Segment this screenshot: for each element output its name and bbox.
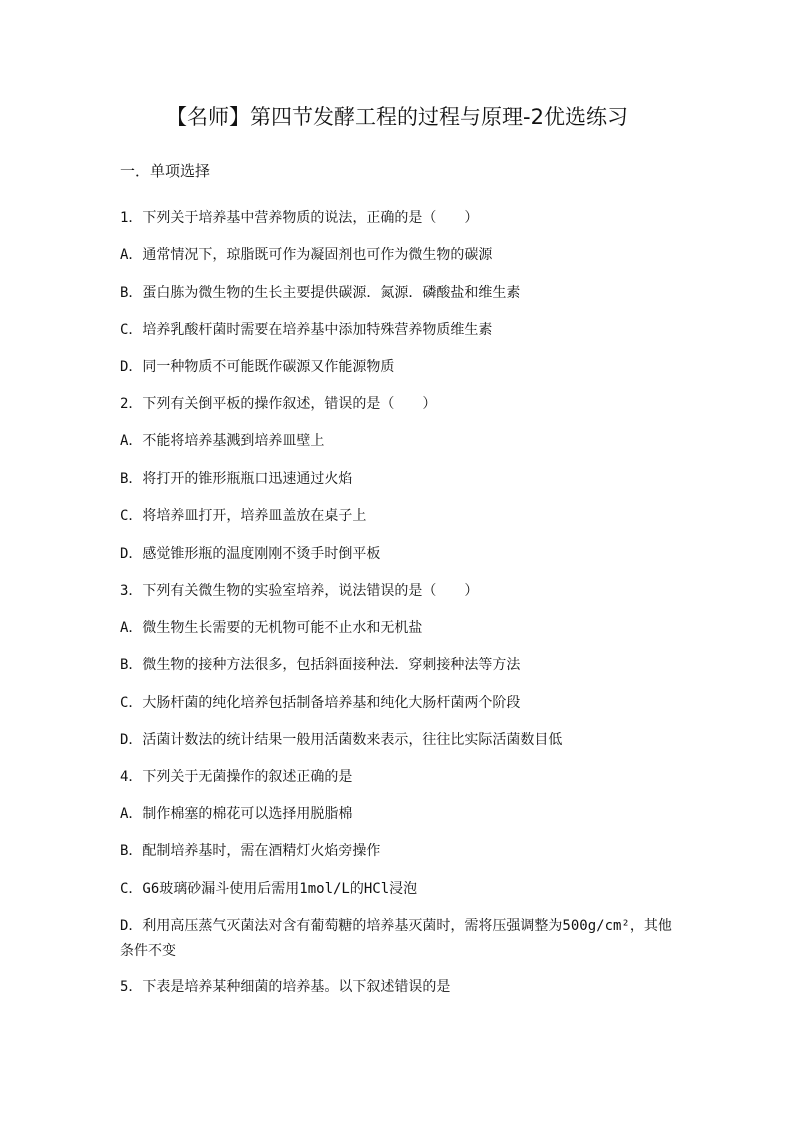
question-3-option-a: A．微生物生长需要的无机物可能不止水和无机盐 bbox=[120, 620, 423, 636]
question-2-option-d: D．感觉锥形瓶的温度刚刚不烫手时倒平板 bbox=[120, 546, 381, 562]
question-1-option-a: A．通常情况下，琼脂既可作为凝固剂也可作为微生物的碳源 bbox=[120, 247, 493, 263]
question-1-option-d: D．同一种物质不可能既作碳源又作能源物质 bbox=[120, 359, 395, 375]
question-4-option-a: A．制作棉塞的棉花可以选择用脱脂棉 bbox=[120, 806, 353, 822]
question-4-option-b: B．配制培养基时，需在酒精灯火焰旁操作 bbox=[120, 843, 381, 859]
question-1-option-b: B．蛋白胨为微生物的生长主要提供碳源．氮源．磷酸盐和维生素 bbox=[120, 285, 521, 301]
question-2-option-b: B．将打开的锥形瓶瓶口迅速通过火焰 bbox=[120, 471, 353, 487]
question-2-stem: 2．下列有关倒平板的操作叙述，错误的是（ ） bbox=[120, 396, 437, 412]
question-2-option-c: C．将培养皿打开，培养皿盖放在桌子上 bbox=[120, 508, 367, 524]
question-3-stem: 3．下列有关微生物的实验室培养，说法错误的是（ ） bbox=[120, 583, 479, 599]
question-1-stem: 1．下列关于培养基中营养物质的说法，正确的是（ ） bbox=[120, 210, 479, 226]
question-3-option-c: C．大肠杆菌的纯化培养包括制备培养基和纯化大肠杆菌两个阶段 bbox=[120, 695, 521, 711]
question-3-option-b: B．微生物的接种方法很多，包括斜面接种法．穿刺接种法等方法 bbox=[120, 657, 521, 673]
question-4-stem: 4．下列关于无菌操作的叙述正确的是 bbox=[120, 769, 353, 785]
question-4-option-c: C．G6玻璃砂漏斗使用后需用1mol/L的HCl浸泡 bbox=[120, 881, 418, 897]
page-title: 【名师】第四节发酵工程的过程与原理-2优选练习 bbox=[166, 105, 628, 129]
question-1-option-c: C．培养乳酸杆菌时需要在培养基中添加特殊营养物质维生素 bbox=[120, 322, 493, 338]
section-heading: 一．单项选择 bbox=[120, 162, 211, 180]
question-2-option-a: A．不能将培养基溅到培养皿壁上 bbox=[120, 433, 325, 449]
question-4-option-d: D．利用高压蒸气灭菌法对含有葡萄糖的培养基灭菌时，需将压强调整为500g/cm²，其他条件不变 bbox=[120, 918, 672, 959]
question-5-stem: 5．下表是培养某种细菌的培养基。以下叙述错误的是 bbox=[120, 979, 451, 995]
question-3-option-d: D．活菌计数法的统计结果一般用活菌数来表示，往往比实际活菌数目低 bbox=[120, 732, 563, 748]
